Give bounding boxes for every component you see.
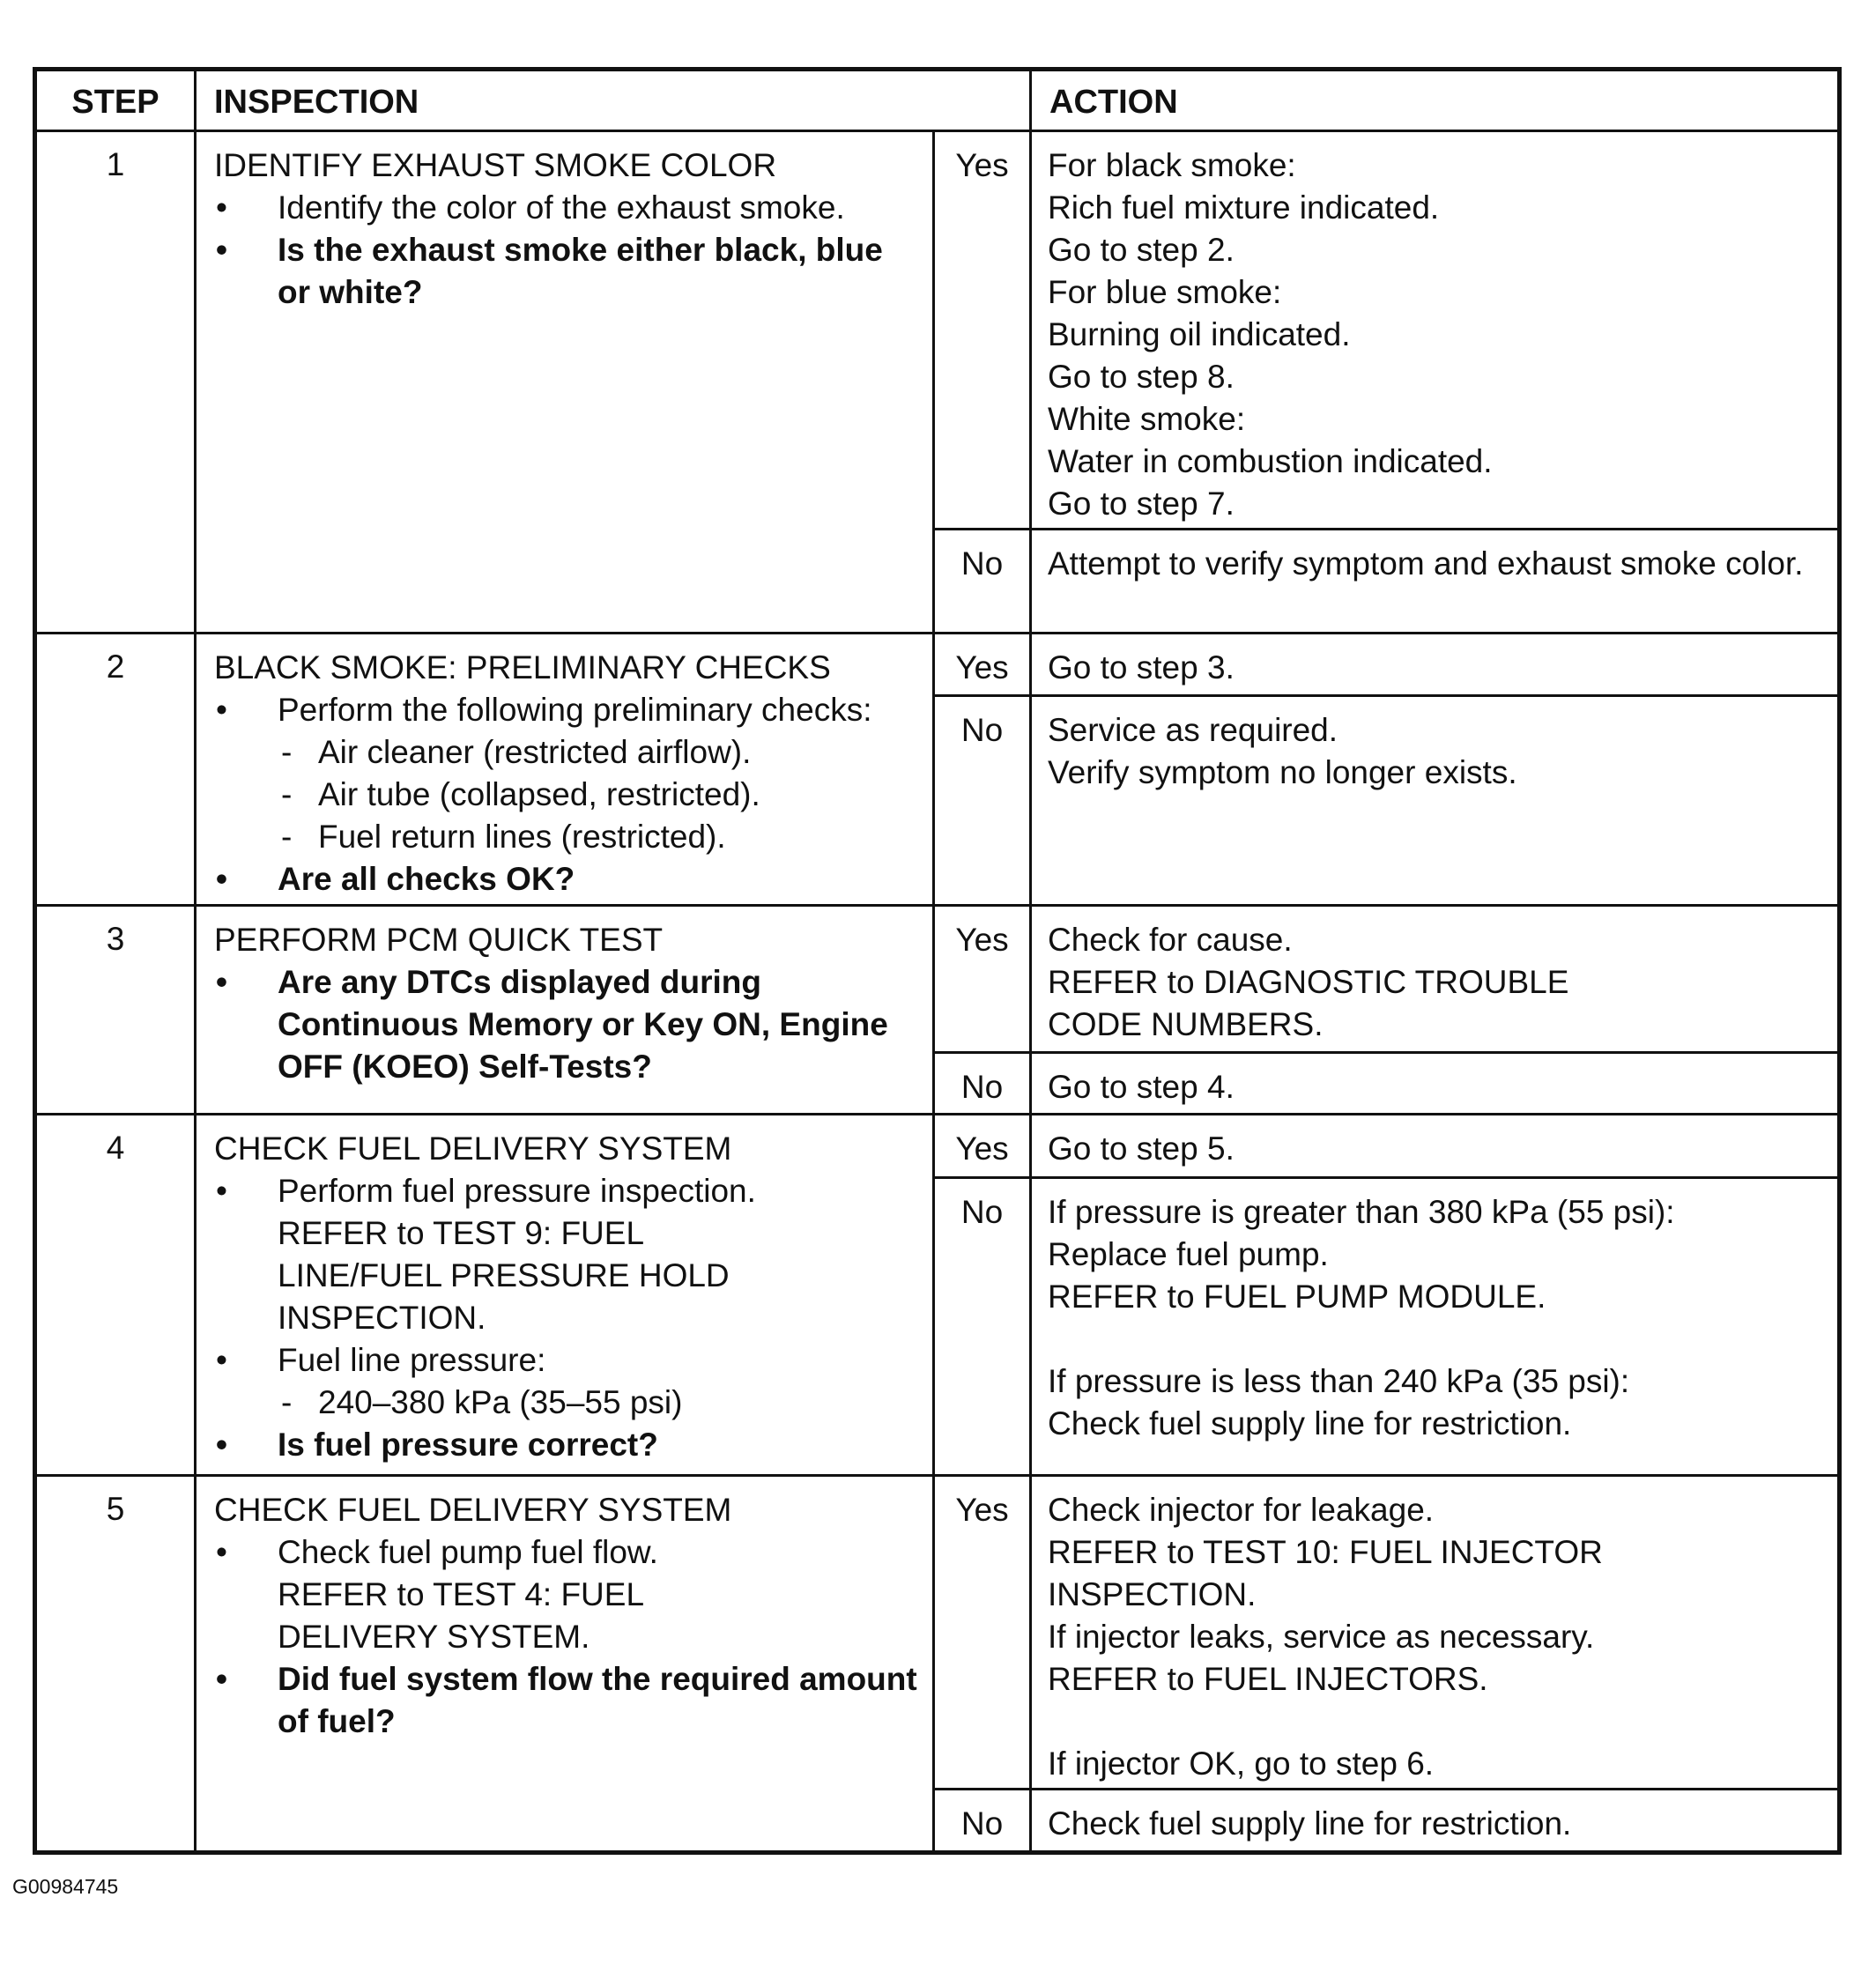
step-number: 1 (35, 131, 196, 634)
action-line: Go to step 8. (1048, 359, 1235, 396)
inspection-cell (196, 1475, 934, 1852)
bullet-continuation: REFER to TEST 4: FUEL (278, 1575, 645, 1612)
inspection-bullet (214, 1339, 918, 1382)
spacer (1048, 1318, 1823, 1360)
action-line: Go to step 3. (1048, 649, 1235, 686)
bullet-icon: • (216, 692, 227, 729)
yes-label: Yes (934, 906, 1031, 1052)
yes-action (1031, 1475, 1840, 1789)
action-line: Service as required. (1048, 712, 1338, 749)
no-label: No (934, 1789, 1031, 1852)
action-line: Check fuel supply line for restriction. (1048, 1805, 1572, 1842)
action-line: REFER to FUEL INJECTORS. (1048, 1660, 1488, 1697)
subitem-text: Air tube (collapsed, restricted). (318, 776, 760, 813)
action-line: REFER to TEST 10: FUEL INJECTOR (1048, 1533, 1603, 1570)
step-row (35, 906, 1840, 1052)
action-line: REFER to DIAGNOSTIC TROUBLE (1048, 964, 1569, 1001)
bullet-icon: • (216, 861, 227, 898)
no-action (1031, 1177, 1840, 1475)
inspection-question (214, 1658, 918, 1743)
action-line: For black smoke: (1048, 147, 1296, 184)
no-label: No (934, 530, 1031, 634)
action-line: INSPECTION. (1048, 1575, 1257, 1612)
no-label: No (934, 1052, 1031, 1114)
inspection-bullet (214, 187, 918, 229)
action-line: If injector OK, go to step 6. (1048, 1745, 1435, 1782)
action-line: Check injector for leakage. (1048, 1491, 1435, 1528)
inspection-cell (196, 1114, 934, 1475)
diagnostic-table-container (33, 67, 1837, 1855)
no-action (1031, 1052, 1840, 1114)
action-line: Replace fuel pump. (1048, 1235, 1329, 1272)
step-row (35, 1114, 1840, 1177)
step-row (35, 1475, 1840, 1789)
question-text: Did fuel system flow the required amount of fuel? (278, 1660, 917, 1739)
yes-action (1031, 634, 1840, 696)
step-number: 5 (35, 1475, 196, 1852)
action-line: CODE NUMBERS. (1048, 1006, 1324, 1043)
dash-icon: - (281, 1383, 293, 1420)
action-line: Verify symptom no longer exists. (1048, 754, 1517, 791)
subitem-text: Fuel return lines (restricted). (318, 819, 726, 856)
inspection-cell (196, 906, 934, 1114)
question-text: Is fuel pressure correct? (278, 1426, 658, 1463)
inspection-bullet (214, 1170, 918, 1212)
dash-icon: - (281, 734, 293, 771)
action-line: For blue smoke: (1048, 274, 1282, 311)
action-line: If injector leaks, service as necessary. (1048, 1618, 1595, 1655)
bullet-icon: • (216, 1426, 227, 1463)
inspection-subitem (214, 816, 918, 858)
action-line: Burning oil indicated. (1048, 316, 1351, 353)
inspection-subitem (214, 1382, 918, 1424)
inspection-cell (196, 634, 934, 906)
no-action (1031, 530, 1840, 634)
bullet-icon: • (216, 964, 227, 1001)
action-line: Check for cause. (1048, 922, 1293, 959)
action-line: Go to step 4. (1048, 1068, 1235, 1105)
inspection-subitem (214, 731, 918, 774)
dash-icon: - (281, 819, 293, 856)
step-row (35, 634, 1840, 696)
header-inspection: INSPECTION (196, 70, 1031, 131)
yes-label: Yes (934, 634, 1031, 696)
bullet-continuation: REFER to TEST 9: FUEL (278, 1214, 645, 1251)
bullet-continuation: DELIVERY SYSTEM. (278, 1618, 590, 1655)
action-line: If pressure is greater than 380 kPa (55 psi): (1048, 1193, 1675, 1230)
step-number: 4 (35, 1114, 196, 1475)
inspection-title: CHECK FUEL DELIVERY SYSTEM (214, 1491, 732, 1528)
inspection-bullet (214, 689, 918, 731)
step-row (35, 131, 1840, 530)
bullet-text: Check fuel pump fuel flow. (278, 1533, 658, 1570)
action-line: Check fuel supply line for restriction. (1048, 1404, 1572, 1442)
dash-icon: - (281, 776, 293, 813)
subitem-text: Air cleaner (restricted airflow). (318, 734, 752, 771)
inspection-question (214, 229, 918, 314)
question-text: Are any DTCs displayed during Continuous Memory or Key ON, Engine OFF (KOEO) Self-Tests? (278, 964, 888, 1086)
inspection-title: BLACK SMOKE: PRELIMINARY CHECKS (214, 649, 831, 686)
inspection-question (214, 1424, 918, 1466)
inspection-title: IDENTIFY EXHAUST SMOKE COLOR (214, 147, 777, 184)
inspection-bullet (214, 1531, 918, 1574)
diagnostic-table (33, 67, 1842, 1855)
no-action (1031, 1789, 1840, 1852)
bullet-continuation: INSPECTION. (278, 1299, 486, 1336)
step-number: 3 (35, 906, 196, 1114)
bullet-text: Identify the color of the exhaust smoke. (278, 189, 845, 226)
question-text: Are all checks OK? (278, 861, 575, 898)
figure-id: G00984745 (12, 1875, 119, 1898)
question-text: Is the exhaust smoke either black, blue or white? (278, 232, 883, 311)
action-line: Go to step 5. (1048, 1130, 1235, 1167)
yes-label: Yes (934, 131, 1031, 530)
action-line: Water in combustion indicated. (1048, 443, 1493, 480)
bullet-icon: • (216, 232, 227, 269)
bullet-icon: • (216, 1341, 227, 1378)
yes-label: Yes (934, 1114, 1031, 1177)
inspection-title: PERFORM PCM QUICK TEST (214, 922, 664, 959)
header-row (35, 70, 1840, 131)
header-action: ACTION (1031, 70, 1840, 131)
action-line: Attempt to verify symptom and exhaust smoke color. (1048, 545, 1804, 582)
bullet-text: Perform the following preliminary checks: (278, 692, 872, 729)
no-label: No (934, 696, 1031, 906)
bullet-continuation: LINE/FUEL PRESSURE HOLD (278, 1256, 730, 1293)
inspection-subitem (214, 774, 918, 816)
no-action (1031, 696, 1840, 906)
subitem-text: 240–380 kPa (35–55 psi) (318, 1383, 683, 1420)
header-step: STEP (35, 70, 196, 131)
action-line: REFER to FUEL PUMP MODULE. (1048, 1278, 1546, 1315)
yes-action (1031, 1114, 1840, 1177)
inspection-cell (196, 131, 934, 634)
spacer (1048, 1701, 1823, 1743)
yes-action (1031, 131, 1840, 530)
bullet-icon: • (216, 1172, 227, 1209)
action-line: If pressure is less than 240 kPa (35 psi): (1048, 1362, 1630, 1399)
yes-action (1031, 906, 1840, 1052)
inspection-title: CHECK FUEL DELIVERY SYSTEM (214, 1130, 732, 1167)
action-line: Go to step 2. (1048, 232, 1235, 269)
bullet-text: Perform fuel pressure inspection. (278, 1172, 756, 1209)
bullet-icon: • (216, 1533, 227, 1570)
action-line: White smoke: (1048, 401, 1246, 438)
bullet-text: Fuel line pressure: (278, 1341, 546, 1378)
action-line: Go to step 7. (1048, 485, 1235, 522)
inspection-question (214, 961, 918, 1088)
bullet-icon: • (216, 1660, 227, 1697)
step-number: 2 (35, 634, 196, 906)
no-label: No (934, 1177, 1031, 1475)
yes-label: Yes (934, 1475, 1031, 1789)
inspection-question (214, 858, 918, 900)
action-line: Rich fuel mixture indicated. (1048, 189, 1440, 226)
bullet-icon: • (216, 189, 227, 226)
